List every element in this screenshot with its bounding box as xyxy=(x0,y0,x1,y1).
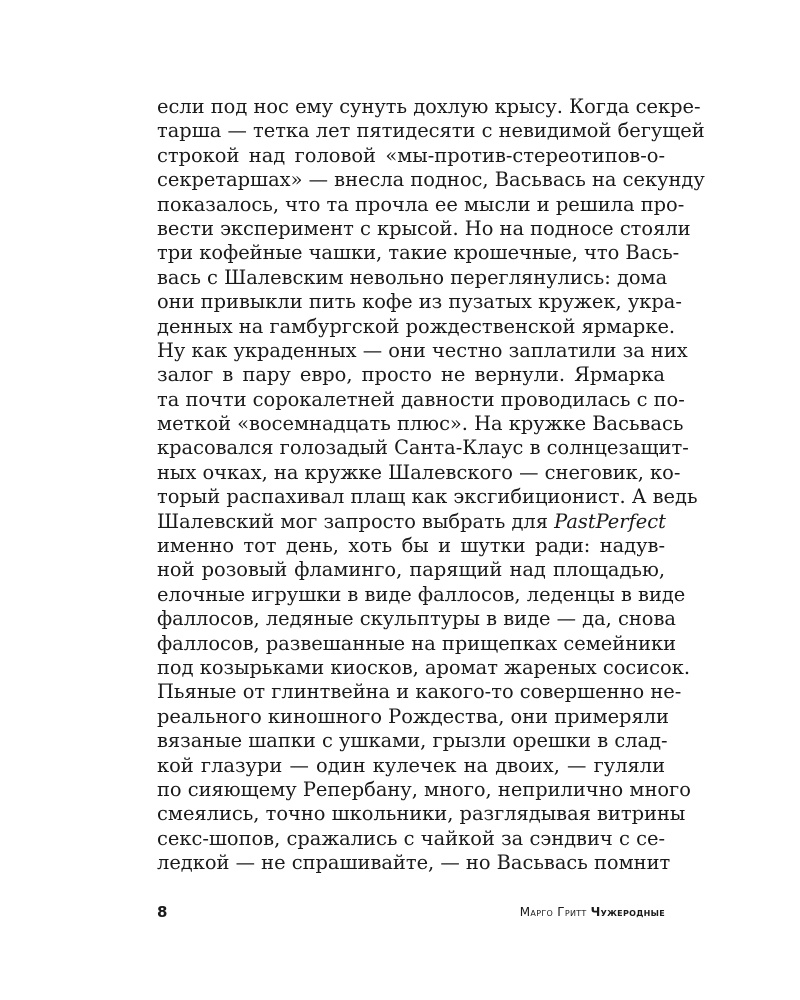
text-line: смеялись, точно школьники, разглядывая витрины xyxy=(157,802,686,826)
body-text xyxy=(157,95,705,876)
text-line: вязаные шапки с ушками, грызли орешки в слад- xyxy=(157,729,668,753)
text-line: Ну как украденных — они честно заплатили за них xyxy=(157,338,688,362)
text-line: если под нос ему сунуть дохлую крысу. Когда секре- xyxy=(157,95,701,118)
text-line: вести эксперимент с крысой. Но на подносе стояли xyxy=(157,216,691,240)
text-line: именно тот день, хоть бы и шутки ради: надув- xyxy=(157,534,665,558)
text-line: та почти сорокалетней давности проводилась с по- xyxy=(157,387,685,411)
text-line-with-italic xyxy=(157,510,665,534)
text-line: кой глазури — один кулечек на двоих, — гуляли xyxy=(157,753,665,777)
text-line: Пьяные от глинтвейна и какого-то совершенно не- xyxy=(157,680,682,704)
text-line: торый распахивал плащ как эксгибиционист. А ведь xyxy=(157,485,698,509)
page-number: 8 xyxy=(157,903,168,921)
text-line: фаллосов, развешанные на прищепках семейники xyxy=(157,631,677,655)
text-line: три кофейные чашки, такие крошечные, что Вась- xyxy=(157,241,680,265)
text-line: ной розовый фламинго, парящий над площадью, xyxy=(157,558,665,582)
text-line: меткой «восемнадцать плюс». На кружке Васьвась xyxy=(157,412,684,436)
page-footer xyxy=(157,903,665,923)
text-line: под козырьками киосков, аромат жареных сосисок. xyxy=(157,655,690,679)
text-line: красовался голозадый Санта-Клаус в солнцезащит- xyxy=(157,436,689,460)
text-line: залог в пару евро, просто не вернули. Ярмарка xyxy=(157,363,665,387)
text-line: реального киношного Рождества, они примеряли xyxy=(157,704,669,728)
text-line: по сияющему Репербану, много, неприлично много xyxy=(157,777,691,801)
running-head xyxy=(520,905,665,919)
text-line: елочные игрушки в виде фаллосов, леденцы в виде xyxy=(157,582,686,606)
text-line: ледкой — не спрашивайте, — но Васьвась помнит xyxy=(157,851,671,875)
text-line: показалось, что та прочла ее мысли и решила про- xyxy=(157,192,685,216)
text-line: фаллосов, ледяные скульптуры в виде — да, снова xyxy=(157,607,676,631)
text-line: секретаршах» — внесла поднос, Васьвась на секунду xyxy=(157,168,705,192)
author-name: Марго Гритт xyxy=(519,905,587,919)
italic-title: PastPerfect xyxy=(554,509,666,533)
book-title: Чужеродные xyxy=(590,905,665,919)
text-line: они привыкли пить кофе из пузатых кружек, укра- xyxy=(157,290,682,314)
text-segment: Шалевский мог запросто выбрать для xyxy=(157,509,548,533)
text-line: денных на гамбургской рождественской ярмарке. xyxy=(157,314,676,338)
text-line: строкой над головой «мы-против-стереотипов-о- xyxy=(157,143,665,167)
text-line: ных очках, на кружке Шалевского — снеговик, ко- xyxy=(157,460,681,484)
text-line: тарша — тетка лет пятидесяти с невидимой бегущей xyxy=(157,119,705,143)
text-line: вась с Шалевским невольно переглянулись: дома xyxy=(157,265,668,289)
text-line: секс-шопов, сражались с чайкой за сэндвич с се- xyxy=(157,826,665,850)
